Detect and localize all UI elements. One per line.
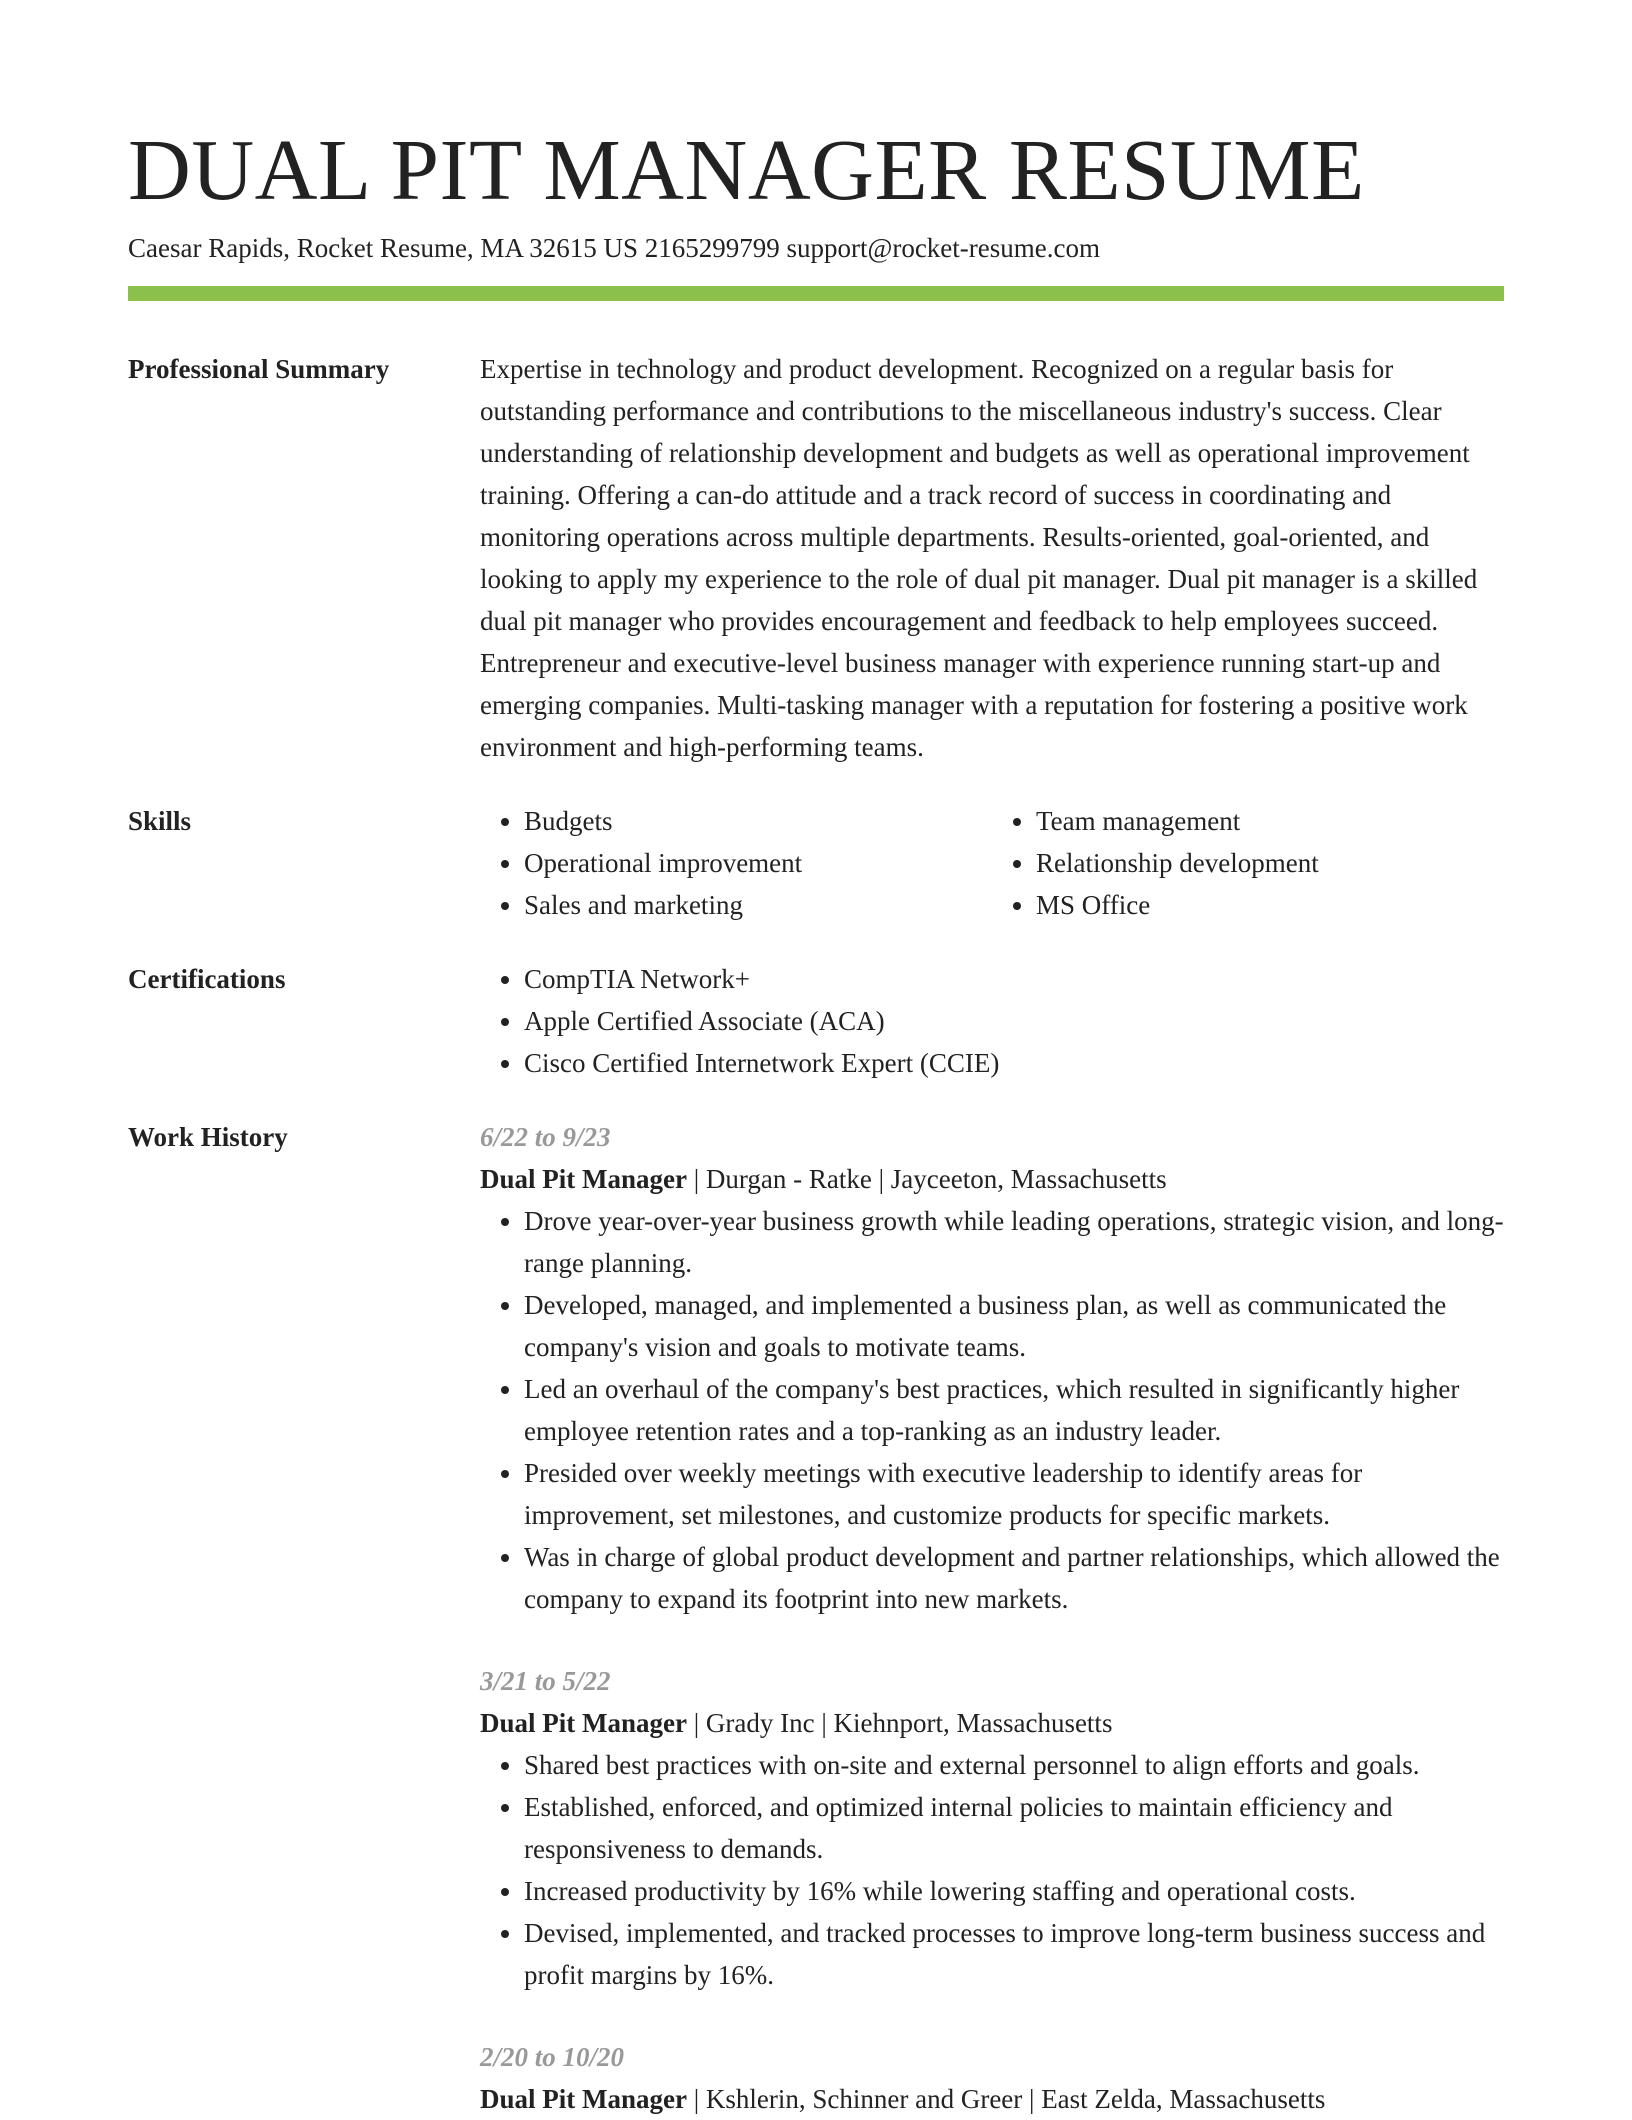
job-bullet: • Established, enforced, and optimized internal policies to maintain efficiency and responsiveness to demands. <box>524 1786 1504 1870</box>
skill-item: • Operational improvement <box>524 842 992 884</box>
job-bullets <box>480 1744 1504 1996</box>
job-title: Dual Pit Manager <box>480 1708 687 1738</box>
job-bullet: • Developed, managed, and implemented a business plan, as well as communicated the company's vision and goals to motivate teams. <box>524 1284 1504 1368</box>
job-title: Dual Pit Manager <box>480 2084 687 2114</box>
summary-body <box>480 348 1504 768</box>
skill-item: • Team management <box>1036 800 1504 842</box>
job-title: Dual Pit Manager <box>480 1164 687 1194</box>
certifications-heading: Certifications <box>128 964 286 994</box>
skill-item: • Relationship development <box>1036 842 1504 884</box>
certifications-list <box>480 958 1504 1084</box>
summary-text: Expertise in technology and product development. Recognized on a regular basis for outstanding performance and contributions to the miscellaneous industry's success. Clear understanding of relationship development and budgets as well as operational improvement training. Offering a can-do attitude and a track record of success in coordinating and monitoring operations across multiple departments. Results-oriented, goal-oriented, and looking to apply my experience to the role of dual pit manager. Dual pit manager is a skilled dual pit manager who provides encouragement and feedback to help employees succeed. Entrepreneur and executive-level business manager with experience running start-up and emerging companies. Multi-tasking manager with a reputation for fostering a positive work environment and high-performing teams. <box>480 354 1478 762</box>
skills-grid <box>480 800 1504 926</box>
header-divider <box>128 286 1504 301</box>
summary-heading: Professional Summary <box>128 354 390 384</box>
skills-column-1 <box>480 800 992 926</box>
job-bullet: • Shared best practices with on-site and external personnel to align efforts and goals. <box>524 1744 1504 1786</box>
contact-email: support@rocket-resume.com <box>786 233 1100 263</box>
job-entry <box>480 1660 1504 1996</box>
job-header <box>480 1158 1504 1200</box>
job-details: | Durgan - Ratke | Jayceeton, Massachusetts <box>686 1164 1167 1194</box>
work-history-heading: Work History <box>128 1122 288 1152</box>
job-dates: 2/20 to 10/20 <box>480 2042 625 2072</box>
skill-item: • Budgets <box>524 800 992 842</box>
certification-item: • Apple Certified Associate (ACA) <box>524 1000 1504 1042</box>
job-bullet: • Led an overhaul of the company's best practices, which resulted in significantly higher employee retention rates and a top-ranking as an industry leader. <box>524 1368 1504 1452</box>
job-dates: 6/22 to 9/23 <box>480 1122 611 1152</box>
job-dates: 3/21 to 5/22 <box>480 1666 611 1696</box>
contact-name: Caesar Rapids, <box>128 233 290 263</box>
job-header <box>480 1702 1504 1744</box>
job-bullet: • Was in charge of global product development and partner relationships, which allowed the company to expand its footprint into new markets. <box>524 1536 1504 1620</box>
contact-line <box>128 230 1100 266</box>
job-bullet: • Increased productivity by 16% while lowering staffing and operational costs. <box>524 1870 1504 1912</box>
skills-heading: Skills <box>128 806 192 836</box>
certification-item: • Cisco Certified Internetwork Expert (CCIE) <box>524 1042 1504 1084</box>
job-header <box>480 2078 1504 2120</box>
contact-phone: 2165299799 <box>644 233 780 263</box>
certification-item: • CompTIA Network+ <box>524 958 1504 1000</box>
job-bullets <box>480 1200 1504 1620</box>
job-bullet: • Presided over weekly meetings with executive leadership to identify areas for improvement, set milestones, and customize products for specific markets. <box>524 1452 1504 1536</box>
skill-item: • MS Office <box>1036 884 1504 926</box>
job-bullet: • Drove year-over-year business growth while leading operations, strategic vision, and long-range planning. <box>524 1200 1504 1284</box>
job-entry <box>480 1116 1504 1620</box>
contact-address: Rocket Resume, MA 32615 US <box>296 233 638 263</box>
resume-title: DUAL PIT MANAGER RESUME <box>128 121 1365 218</box>
certifications-body <box>480 958 1504 1084</box>
job-entry <box>480 2036 1504 2120</box>
skill-item: • Sales and marketing <box>524 884 992 926</box>
job-bullet: • Devised, implemented, and tracked processes to improve long-term business success and profit margins by 16%. <box>524 1912 1504 1996</box>
skills-column-2 <box>992 800 1504 926</box>
job-details: | Kshlerin, Schinner and Greer | East Zelda, Massachusetts <box>686 2084 1326 2114</box>
work-history-body <box>480 1116 1504 2120</box>
job-details: | Grady Inc | Kiehnport, Massachusetts <box>686 1708 1113 1738</box>
